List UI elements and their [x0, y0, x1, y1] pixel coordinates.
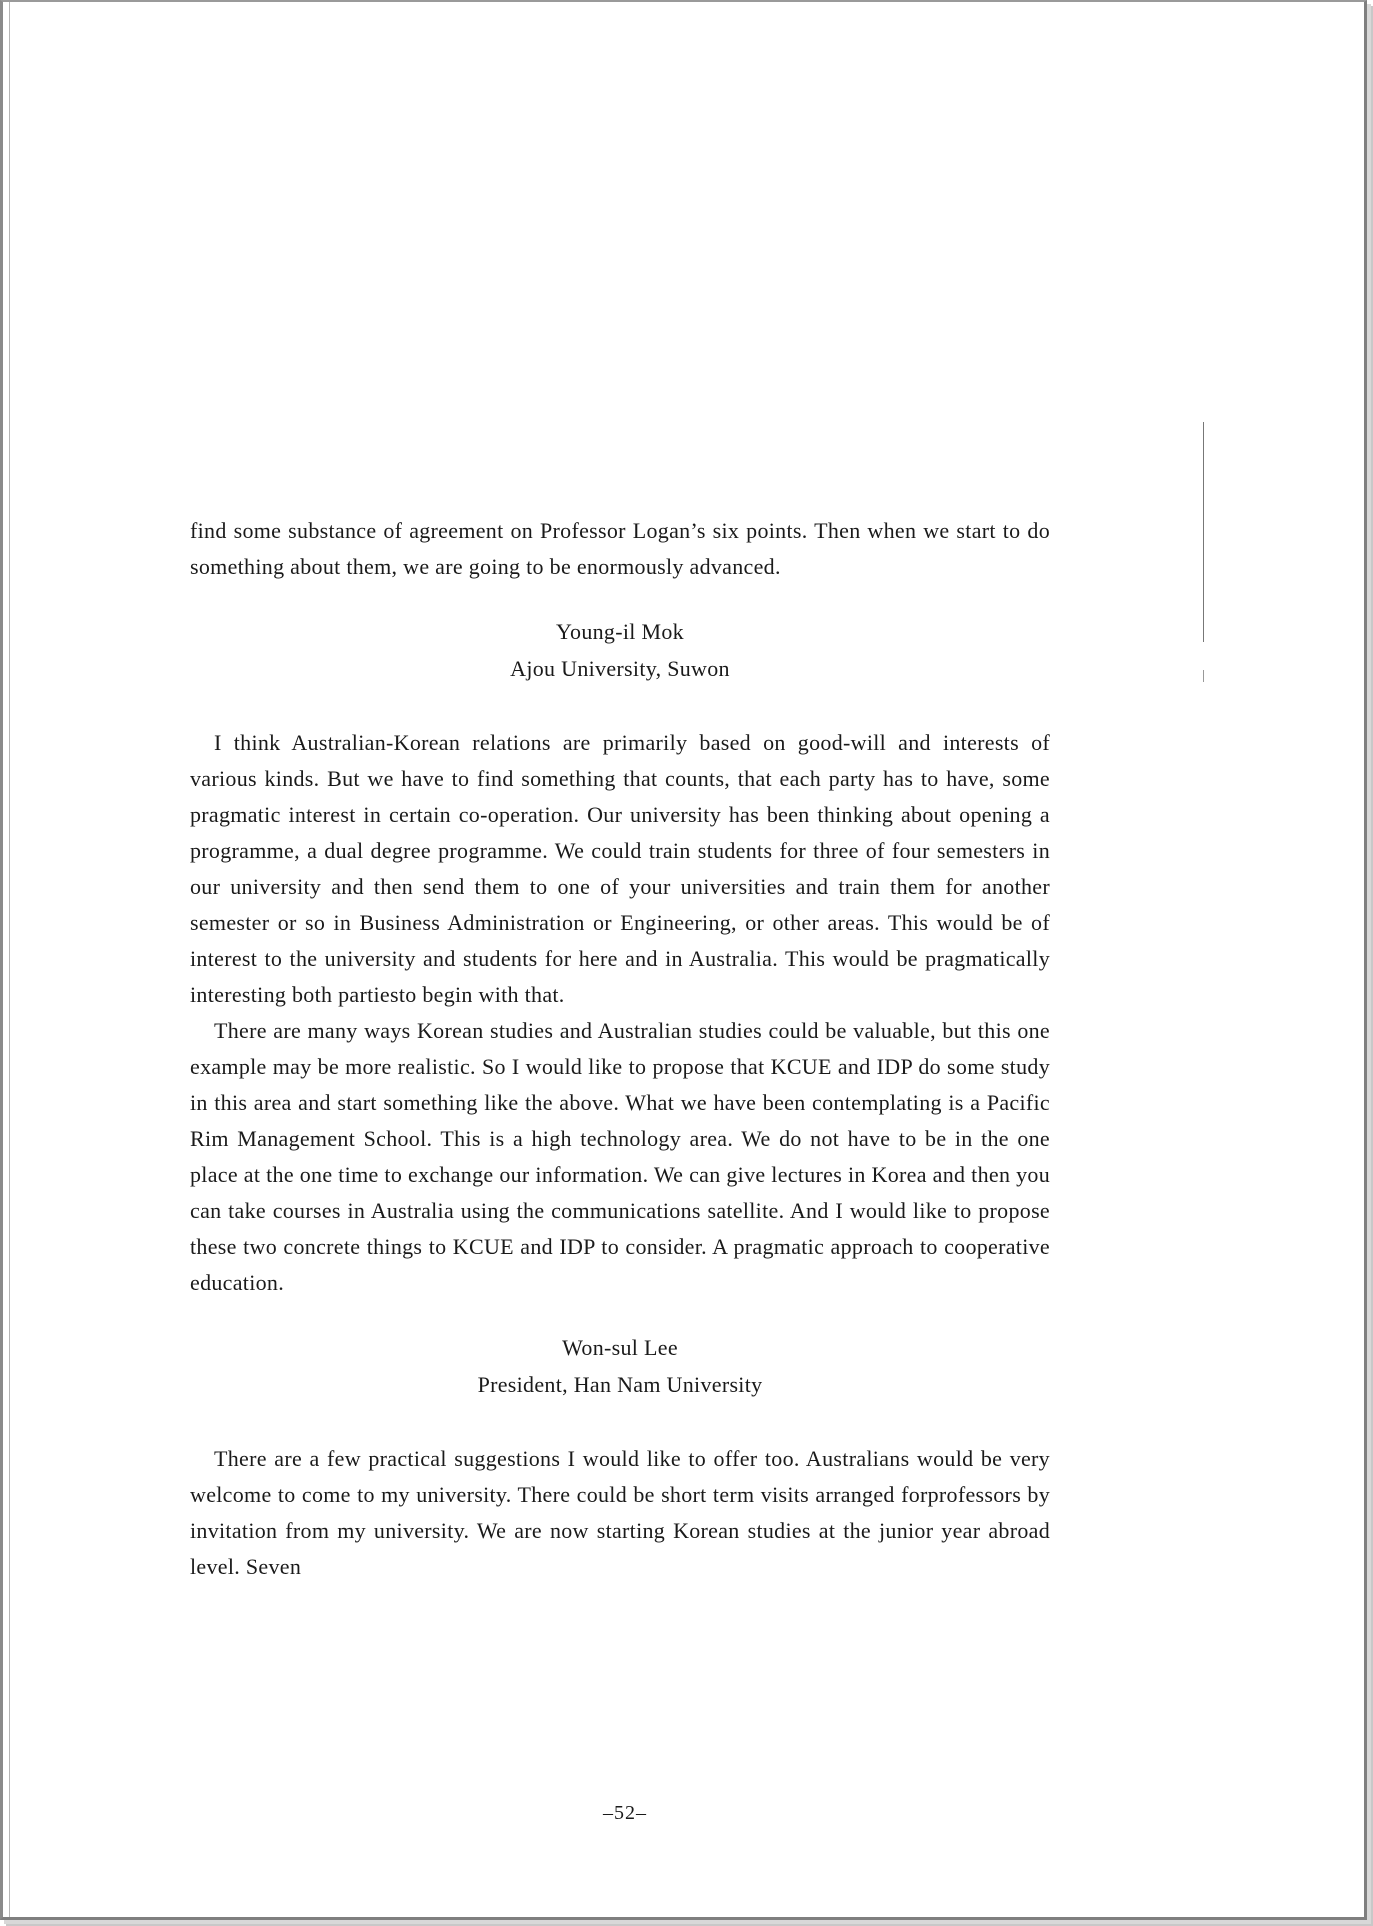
margin-rule-mark	[1203, 422, 1204, 642]
page-binding-edge	[9, 2, 10, 1917]
body-paragraph: I think Australian-Korean relations are primarily based on good-will and interests of various kinds. But we have to find something that counts, that each party has to have, some pragmatic interest in certain co-operation. Our university has been thinking about opening a programme, a dual degree programme. We could train students for three of four semesters in our university and then send them to one of your universities and train them for another semester or so in Business Administration or Engineering, or other areas. This would be of interest to the university and students for here and in Australia. This would be pragmatically interesting both partiesto begin with that.	[190, 730, 1050, 1007]
body-paragraph: There are a few practical suggestions I would like to offer too. Australians would be very welcome to come to my university. There could be short term visits arranged forprofessors by invitation from my university. We are now starting Korean studies at the junior year abroad level. Seven	[190, 1446, 1050, 1579]
body-paragraph: There are many ways Korean studies and Australian studies could be valuable, but this one example may be more realistic. So I would like to propose that KCUE and IDP do some study in this area and start something like the above. What we have been contemplating is a Pacific Rim Management School. This is a high technology area. We do not have to be in the one place at the one time to exchange our information. We can give lectures in Korea and then you can take courses in Australia using the communications satellite. And I would like to propose these two concrete things to KCUE and IDP to consider. A pragmatic approach to cooperative education.	[190, 1018, 1050, 1295]
margin-tick-mark	[1203, 670, 1204, 682]
speaker-heading	[190, 1329, 1050, 1403]
text-column	[190, 513, 1050, 1585]
speaker-affiliation: Ajou University, Suwon	[510, 656, 730, 681]
speaker-name: Young-il Mok	[556, 619, 684, 644]
speaker-name: Won-sul Lee	[562, 1335, 678, 1360]
page-number: –52–	[603, 1802, 647, 1824]
speaker-affiliation: President, Han Nam University	[477, 1372, 763, 1397]
opening-paragraph: find some substance of agreement on Professor Logan’s six points. Then when we start to do something about them, we are going to be enormously advanced.	[190, 518, 1050, 579]
speaker-heading	[190, 613, 1050, 687]
